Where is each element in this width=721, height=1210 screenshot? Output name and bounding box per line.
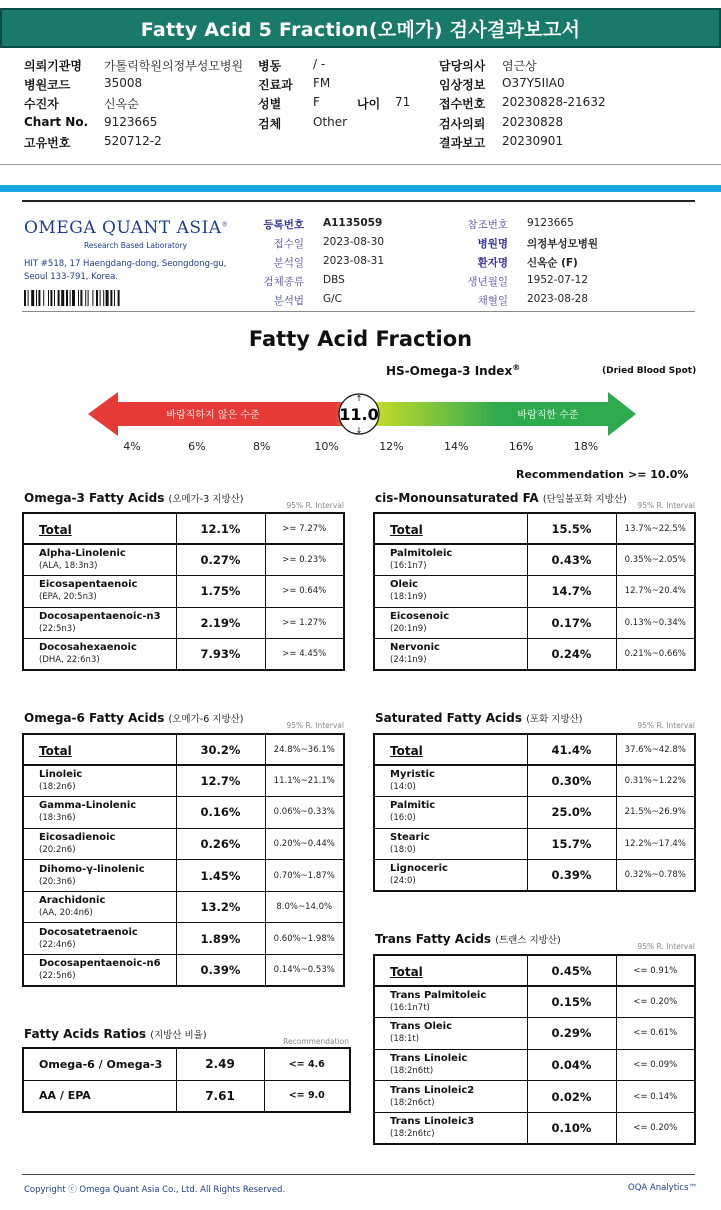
header-mid-label: 성별	[258, 97, 282, 111]
acid-range: 0.20%~0.44%	[265, 828, 344, 860]
omega6-row-name	[23, 891, 176, 923]
acid-value: 0.43%	[527, 544, 616, 576]
acid-notation: (DHA, 22:6n3)	[39, 655, 100, 666]
trans-title-ko: (트랜스 지방산)	[495, 935, 561, 946]
acid-range: <= 0.61%	[616, 1018, 695, 1050]
cismono-row-name	[374, 544, 527, 576]
omega3-total-label: Total	[39, 523, 72, 537]
acid-notation: (16:1n7t)	[390, 1003, 430, 1014]
acid-range: 8.0%~14.0%	[265, 891, 344, 923]
omega3-row-name	[23, 544, 176, 576]
omega3-total-value: 12.1%	[176, 513, 265, 544]
acid-name: Myristic	[390, 769, 435, 781]
header-right-value: 20230901	[502, 134, 564, 148]
acid-name: Nervonic	[390, 642, 440, 654]
omega3-interval-label: 95% R. Interval	[286, 501, 344, 510]
acid-notation: (20:2n6)	[39, 844, 76, 855]
table-row	[23, 765, 344, 797]
header-left-value: 9123665	[104, 115, 158, 129]
header-mid-value: Other	[313, 115, 348, 129]
cismono-table	[373, 512, 696, 671]
acid-value: 12.7%	[176, 765, 265, 797]
acid-value: 0.26%	[176, 828, 265, 860]
age-label: 나이	[357, 97, 381, 111]
lab-info_left-value: 2023-08-30	[323, 236, 385, 248]
footer-rule	[22, 1174, 695, 1175]
good-level-label: 바람직한 수준	[517, 410, 579, 421]
header-right-value: 염근상	[502, 59, 537, 73]
table-row	[374, 860, 695, 892]
ratios-rec-label: Recommendation	[283, 1037, 349, 1046]
cismono-row-name	[374, 639, 527, 671]
saturated-row-name	[374, 765, 527, 797]
acid-value: 1.89%	[176, 923, 265, 955]
lab-info_left-value: A1135059	[323, 217, 383, 229]
table-row	[23, 828, 344, 860]
omega6-row-name	[23, 797, 176, 829]
omega6-table	[22, 733, 345, 987]
acid-notation: (18:2n6ct)	[390, 1097, 435, 1108]
lab-brand: OMEGA QUANT ASIA®	[24, 218, 229, 238]
gauge-tick: 10%	[314, 440, 339, 453]
acid-name: Docosapentaenoic-n6	[39, 958, 161, 970]
cismono-title	[375, 491, 627, 505]
lab-info_left-value: G/C	[323, 293, 343, 305]
acid-range: 0.06%~0.33%	[265, 797, 344, 829]
table-row	[374, 1081, 695, 1113]
header-mid-value: / -	[313, 57, 326, 71]
table-row	[374, 828, 695, 860]
acid-range: 0.70%~1.87%	[265, 860, 344, 892]
cismono-title-ko: (단일불포화 지방산)	[542, 494, 627, 505]
acid-value: 1.45%	[176, 860, 265, 892]
acid-range: >= 1.27%	[265, 607, 344, 639]
trans-total-row	[374, 955, 695, 986]
lab-box-bottom-rule	[22, 311, 695, 312]
cismono-row-name	[374, 607, 527, 639]
acid-name: Eicosapentaenoic	[39, 579, 138, 591]
acid-range: 0.13%~0.34%	[616, 607, 695, 639]
lab-info_right-label: 생년월일	[467, 276, 508, 288]
header-mid-label: 검체	[258, 117, 282, 131]
omega6-row-name	[23, 955, 176, 987]
cismono-interval-label: 95% R. Interval	[637, 501, 695, 510]
saturated-interval-label: 95% R. Interval	[637, 721, 695, 730]
omega6-title	[24, 711, 244, 725]
index-title: HS-Omega-3 Index®	[386, 363, 521, 378]
analytics-mark: OQA Analytics™	[628, 1183, 697, 1193]
acid-value: 14.7%	[527, 576, 616, 608]
acid-range: 21.5%~26.9%	[616, 797, 695, 829]
saturated-total-name	[374, 734, 527, 765]
header-right-label: 접수번호	[439, 97, 486, 111]
acid-notation: (20:1n9)	[390, 623, 427, 634]
acid-value: 0.16%	[176, 797, 265, 829]
acid-name: Eicosadienoic	[39, 831, 116, 843]
table-row	[23, 955, 344, 987]
cismono-total-range: 13.7%~22.5%	[616, 513, 695, 544]
sample-type: (Dried Blood Spot)	[602, 366, 697, 376]
saturated-total-value: 41.4%	[527, 734, 616, 765]
table-row	[374, 544, 695, 576]
acid-notation: (EPA, 20:5n3)	[39, 592, 97, 603]
acid-notation: (22:4n6)	[39, 939, 76, 950]
acid-range: 11.1%~21.1%	[265, 765, 344, 797]
lab-info_right-label: 병원명	[477, 238, 508, 250]
saturated-row-name	[374, 860, 527, 892]
omega6-row-name	[23, 860, 176, 892]
lab-address-2: Seoul 133-791, Korea.	[24, 272, 118, 282]
ratios-table	[22, 1047, 351, 1113]
gauge-tick: 14%	[444, 440, 469, 453]
saturated-row-name	[374, 797, 527, 829]
omega3-row-name	[23, 639, 176, 671]
acid-range: <= 0.14%	[616, 1081, 695, 1113]
omega6-total-value: 30.2%	[176, 734, 265, 765]
trans-row-name	[374, 1112, 527, 1144]
acid-range: 0.21%~0.66%	[616, 639, 695, 671]
acid-notation: (24:0)	[390, 876, 416, 887]
omega6-row-name	[23, 765, 176, 797]
recommendation-label: Recommendation	[516, 468, 624, 481]
acid-value: 0.39%	[176, 955, 265, 987]
lab-info_right-value: 9123665	[527, 217, 574, 229]
acid-range: >= 4.45%	[265, 639, 344, 671]
lab-info_left-label: 접수일	[273, 238, 304, 250]
header-left-label: 의뢰기관명	[24, 59, 82, 73]
trans-row-name	[374, 986, 527, 1018]
trans-total-value: 0.45%	[527, 955, 616, 986]
saturated-row-name	[374, 828, 527, 860]
acid-name: Trans Oleic	[390, 1021, 453, 1033]
gauge-tick: 6%	[188, 440, 206, 453]
header-mid-label: 병동	[258, 59, 282, 73]
copyright: Copyright ⓒ Omega Quant Asia Co., Ltd. All Rights Reserved.	[24, 1185, 286, 1195]
omega6-total-row	[23, 734, 344, 765]
header-right-label: 임상정보	[439, 78, 486, 92]
table-row	[374, 1112, 695, 1144]
recommendation-value: >= 10.0%	[628, 468, 689, 481]
gauge-tick: 4%	[123, 440, 141, 453]
gauge-tick: 12%	[379, 440, 404, 453]
acid-value: 0.29%	[527, 1018, 616, 1050]
ratios-title: Fatty Acids Ratios (지방산 비율)	[24, 1027, 207, 1041]
acid-notation: (18:1n9)	[390, 592, 427, 603]
lab-info_left-label: 분석일	[273, 257, 304, 269]
table-row	[23, 891, 344, 923]
table-row	[23, 923, 344, 955]
omega3-table	[22, 512, 345, 671]
acid-value: 13.2%	[176, 891, 265, 923]
acid-range: <= 0.20%	[616, 1112, 695, 1144]
acid-range: >= 0.23%	[265, 544, 344, 576]
acid-name: Docosahexaenoic	[39, 642, 137, 654]
acid-value: 0.10%	[527, 1112, 616, 1144]
acid-name: Trans Linoleic	[390, 1052, 468, 1064]
trans-interval-label: 95% R. Interval	[637, 942, 695, 951]
lab-info_left-label: 등록번호	[263, 219, 304, 231]
acid-name: Trans Palmitoleic	[390, 990, 487, 1002]
header-left-value: 신옥순	[104, 97, 139, 111]
header-left-label: Chart No.	[24, 115, 89, 129]
acid-name: Eicosenoic	[390, 610, 450, 622]
omega3-total-range: >= 7.27%	[265, 513, 344, 544]
acid-range: 12.2%~17.4%	[616, 828, 695, 860]
table-row	[23, 607, 344, 639]
acid-value: 25.0%	[527, 797, 616, 829]
lab-info_right-label: 환자명	[477, 257, 508, 269]
header-right-value: 20230828-21632	[502, 95, 606, 109]
acid-range: 0.60%~1.98%	[265, 923, 344, 955]
lab-info_left-label: 검체종류	[263, 276, 304, 288]
table-row	[374, 1049, 695, 1081]
omega6-total-range: 24.8%~36.1%	[265, 734, 344, 765]
acid-range: >= 0.64%	[265, 576, 344, 608]
table-row	[23, 860, 344, 892]
index-marker	[339, 394, 379, 435]
table-row	[374, 986, 695, 1018]
acid-name: Gamma-Linolenic	[39, 800, 137, 812]
omega3-total-row	[23, 513, 344, 544]
acid-name: Trans Linoleic3	[390, 1115, 475, 1127]
acid-range: 0.31%~1.22%	[616, 765, 695, 797]
table-row	[374, 1018, 695, 1050]
cismono-title-text: cis-Monounsaturated FA	[375, 491, 539, 505]
acid-notation: (18:2n6tt)	[390, 1065, 434, 1076]
accent-bar	[0, 185, 721, 192]
acid-notation: (18:1t)	[390, 1034, 420, 1045]
lab-info_right-value: 신옥순 (F)	[527, 257, 578, 269]
trans-row-name	[374, 1081, 527, 1113]
svg-text:↑: ↑	[355, 394, 363, 403]
acid-value: 15.7%	[527, 828, 616, 860]
acid-notation: (18:0)	[390, 844, 416, 855]
acid-value: 1.75%	[176, 576, 265, 608]
acid-value: 0.24%	[527, 639, 616, 671]
ratio-row	[23, 1080, 350, 1112]
table-row	[23, 639, 344, 671]
table-row	[374, 639, 695, 671]
acid-name: Lignoceric	[390, 863, 448, 875]
acid-notation: (16:1n7)	[390, 561, 427, 572]
lab-info_right-value: 의정부성모병원	[527, 238, 599, 250]
header-left-label: 병원코드	[24, 78, 71, 92]
acid-range: 0.14%~0.53%	[265, 955, 344, 987]
acid-name: Oleic	[390, 579, 419, 591]
acid-value: 0.02%	[527, 1081, 616, 1113]
saturated-table	[373, 733, 696, 892]
omega6-title-text: Omega-6 Fatty Acids	[24, 711, 165, 725]
trans-title-text: Trans Fatty Acids	[375, 932, 492, 946]
omega3-row-name	[23, 576, 176, 608]
svg-text:↓: ↓	[355, 426, 363, 435]
omega6-total-name	[23, 734, 176, 765]
omega6-title-ko: (오메가-6 지방산)	[168, 714, 244, 725]
saturated-title-text: Saturated Fatty Acids	[375, 711, 522, 725]
acid-name: Docosapentaenoic-n3	[39, 610, 161, 622]
lab-address-1: HIT #518, 17 Haengdang-dong, Seongdong-gu,	[24, 259, 227, 269]
trans-total-label: Total	[390, 965, 423, 979]
omega3-title-ko: (오메가-3 지방산)	[168, 494, 244, 505]
saturated-total-row	[374, 734, 695, 765]
acid-name: Arachidonic	[39, 895, 106, 907]
trans-row-name	[374, 1049, 527, 1081]
header-right-value: 20230828	[502, 115, 564, 129]
acid-name: Trans Linoleic2	[390, 1084, 475, 1096]
cismono-total-row	[374, 513, 695, 544]
acid-value: 0.39%	[527, 860, 616, 892]
acid-notation: (ALA, 18:3n3)	[39, 561, 98, 572]
index-gauge	[88, 386, 638, 438]
table-row	[23, 576, 344, 608]
acid-value: 0.17%	[527, 607, 616, 639]
header-right-label: 결과보고	[439, 136, 486, 150]
ratio-name: AA / EPA	[23, 1080, 176, 1112]
gauge-tick: 18%	[573, 440, 599, 453]
trans-title	[375, 932, 561, 946]
omega3-title-text: Omega-3 Fatty Acids	[24, 491, 165, 505]
table-row	[374, 797, 695, 829]
acid-notation: (18:2n6)	[39, 782, 76, 793]
saturated-title-ko: (포화 지방산)	[526, 714, 583, 725]
omega6-total-label: Total	[39, 744, 72, 758]
lab-info_left-value: 2023-08-31	[323, 255, 385, 267]
trans-row-name	[374, 1018, 527, 1050]
acid-range: 0.35%~2.05%	[616, 544, 695, 576]
table-row	[374, 607, 695, 639]
ratio-row	[23, 1048, 350, 1080]
acid-value: 0.15%	[527, 986, 616, 1018]
header-right-label: 담당의사	[439, 59, 486, 73]
header-right-value: O37Y5IIA0	[502, 76, 565, 90]
acid-notation: (20:3n6)	[39, 876, 76, 887]
acid-value: 2.19%	[176, 607, 265, 639]
table-row	[23, 797, 344, 829]
header-right-label: 검사의뢰	[439, 117, 486, 131]
saturated-total-label: Total	[390, 744, 423, 758]
header-left-value: 가톨릭학원의정부성모병원	[104, 59, 244, 73]
acid-name: Stearic	[390, 831, 430, 843]
ratio-value: 7.61	[176, 1080, 264, 1112]
acid-name: Linoleic	[39, 769, 83, 781]
header-mid-value: F	[313, 95, 320, 109]
trans-table	[373, 954, 696, 1145]
acid-value: 7.93%	[176, 639, 265, 671]
lab-info_right-value: 1952-07-12	[527, 274, 589, 286]
acid-range: <= 0.09%	[616, 1049, 695, 1081]
gauge-tick: 16%	[508, 440, 534, 453]
table-row	[23, 544, 344, 576]
acid-name: Palmitoleic	[390, 548, 453, 560]
acid-range: 0.32%~0.78%	[616, 860, 695, 892]
acid-value: 0.27%	[176, 544, 265, 576]
acid-notation: (24:1n9)	[390, 655, 427, 666]
header-left-label: 수진자	[24, 97, 59, 111]
ratio-name: Omega-6 / Omega-3	[23, 1048, 176, 1080]
index-value: 11.0	[339, 405, 379, 424]
header-mid-value: FM	[313, 76, 331, 90]
omega3-row-name	[23, 607, 176, 639]
lab-tagline: Research Based Laboratory	[84, 241, 188, 250]
bad-level-label: 바람직하지 않은 수준	[166, 410, 260, 421]
acid-name: Docosatetraenoic	[39, 926, 138, 938]
lab-box-top-rule	[22, 200, 695, 202]
acid-notation: (16:0)	[390, 813, 416, 824]
acid-notation: (22:5n6)	[39, 971, 76, 982]
fraction-heading: Fatty Acid Fraction	[248, 327, 473, 351]
ratio-recommendation: <= 9.0	[264, 1080, 350, 1112]
acid-name: Dihomo-γ-linolenic	[39, 863, 145, 875]
trans-total-range: <= 0.91%	[616, 955, 695, 986]
barcode	[24, 290, 152, 306]
saturated-total-range: 37.6%~42.8%	[616, 734, 695, 765]
cismono-total-label: Total	[390, 523, 423, 537]
acid-value: 0.04%	[527, 1049, 616, 1081]
omega6-row-name	[23, 923, 176, 955]
acid-notation: (18:3n6)	[39, 813, 76, 824]
cismono-total-value: 15.5%	[527, 513, 616, 544]
acid-notation: (AA, 20:4n6)	[39, 908, 93, 919]
acid-range: 12.7%~20.4%	[616, 576, 695, 608]
lab-info_right-label: 참조번호	[467, 219, 508, 231]
acid-value: 0.30%	[527, 765, 616, 797]
ratio-recommendation: <= 4.6	[264, 1048, 350, 1080]
lab-info_left-label: 분석법	[273, 295, 304, 307]
ratio-value: 2.49	[176, 1048, 264, 1080]
header-left-label: 고유번호	[24, 136, 71, 150]
trans-total-name	[374, 955, 527, 986]
acid-name: Palmitic	[390, 800, 436, 812]
age-value: 71	[395, 95, 411, 109]
header-mid-label: 진료과	[258, 78, 293, 92]
divider	[0, 164, 721, 165]
omega3-total-name	[23, 513, 176, 544]
acid-notation: (14:0)	[390, 782, 416, 793]
lab-info_right-value: 2023-08-28	[527, 293, 589, 305]
lab-info_right-label: 채혈일	[477, 295, 508, 307]
report-title: Fatty Acid 5 Fraction(오메가) 검사결과보고서	[0, 8, 721, 48]
omega6-interval-label: 95% R. Interval	[286, 721, 344, 730]
saturated-title	[375, 711, 583, 725]
table-row	[374, 765, 695, 797]
cismono-row-name	[374, 576, 527, 608]
acid-range: <= 0.20%	[616, 986, 695, 1018]
omega3-title	[24, 491, 244, 505]
header-left-value: 520712-2	[104, 134, 162, 148]
header-left-value: 35008	[104, 76, 143, 90]
acid-name: Alpha-Linolenic	[39, 548, 126, 560]
cismono-total-name	[374, 513, 527, 544]
acid-notation: (22:5n3)	[39, 623, 76, 634]
gauge-tick: 8%	[252, 440, 271, 453]
lab-info_left-value: DBS	[323, 274, 345, 286]
omega6-row-name	[23, 828, 176, 860]
acid-notation: (18:2n6tc)	[390, 1128, 435, 1139]
table-row	[374, 576, 695, 608]
